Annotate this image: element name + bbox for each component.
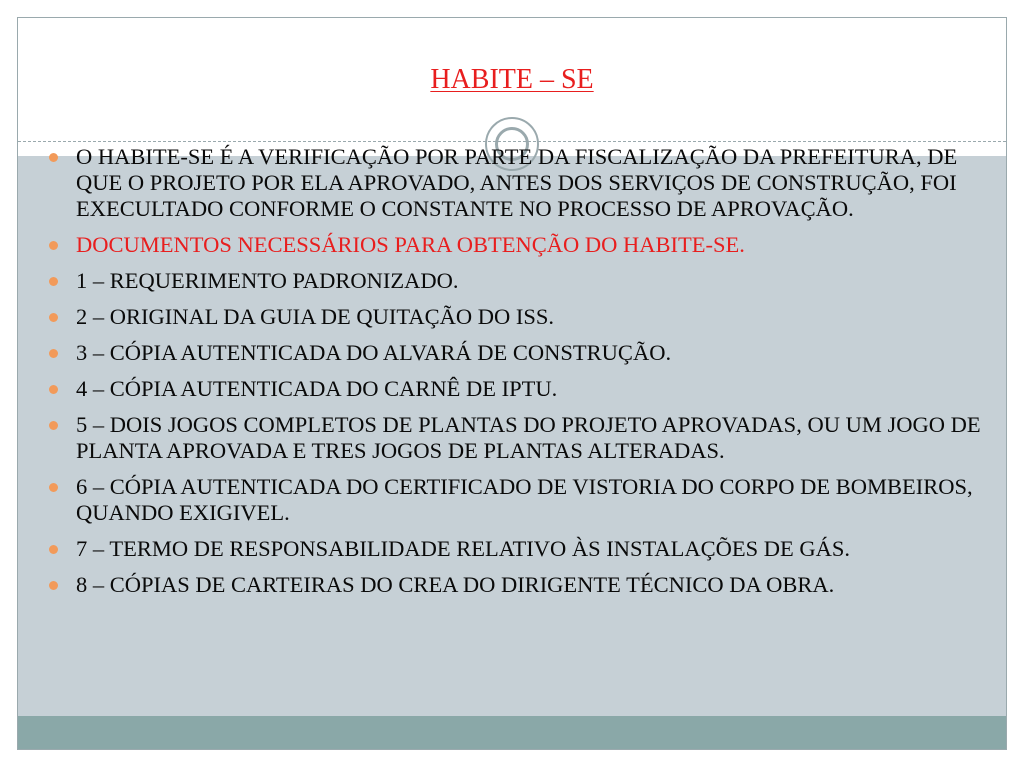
footer-band [18, 716, 1006, 750]
bullet-item-7 [46, 536, 991, 562]
bullet-text: 2 – ORIGINAL DA GUIA DE QUITAÇÃO DO ISS. [76, 304, 554, 329]
bullet-item-3 [46, 340, 991, 366]
bullet-text: 5 – DOIS JOGOS COMPLETOS DE PLANTAS DO PROJETO APROVADAS, OU UM JOGO DE PLANTA APROVADA E TRES JOGOS DE PLANTAS ALTERADAS. [76, 412, 981, 463]
bullet-text: 7 – TERMO DE RESPONSABILIDADE RELATIVO ÀS INSTALAÇÕES DE GÁS. [76, 536, 851, 561]
bullet-text: 1 – REQUERIMENTO PADRONIZADO. [76, 268, 459, 293]
bullet-dot-icon [49, 241, 58, 250]
bullet-item-2 [46, 304, 991, 330]
slide [17, 17, 1007, 750]
bullet-text: O HABITE-SE É A VERIFICAÇÃO POR PARTE DA FISCALIZAÇÃO DA PREFEITURA, DE QUE O PROJETO POR ELA APROVADO, ANTES DOS SERVIÇOS DE CONSTRUÇÃO, FOI EXECULTADO CONFORME O CONSTANTE NO PROCESSO DE APROVAÇÃO. [76, 144, 958, 221]
bullet-dot-icon [49, 313, 58, 322]
bullet-item-definition [46, 144, 991, 222]
bullet-text: 3 – CÓPIA AUTENTICADA DO ALVARÁ DE CONSTRUÇÃO. [76, 340, 672, 365]
bullet-item-6 [46, 474, 991, 526]
bullet-item-8 [46, 572, 991, 598]
bullet-text: DOCUMENTOS NECESSÁRIOS PARA OBTENÇÃO DO HABITE-SE. [76, 232, 745, 257]
bullet-dot-icon [49, 385, 58, 394]
bullet-text: 4 – CÓPIA AUTENTICADA DO CARNÊ DE IPTU. [76, 376, 558, 401]
bullet-item-1 [46, 268, 991, 294]
slide-content [46, 144, 991, 608]
slide-title: HABITE – SE [430, 64, 594, 95]
bullet-dot-icon [49, 545, 58, 554]
bullet-item-5 [46, 412, 991, 464]
bullet-text: 6 – CÓPIA AUTENTICADA DO CERTIFICADO DE VISTORIA DO CORPO DE BOMBEIROS, QUANDO EXIGIVEL. [76, 474, 973, 525]
bullet-item-4 [46, 376, 991, 402]
bullet-dot-icon [49, 421, 58, 430]
bullet-dot-icon [49, 153, 58, 162]
bullet-dot-icon [49, 277, 58, 286]
bullet-dot-icon [49, 349, 58, 358]
bullet-item-required-documents [46, 232, 991, 258]
bullet-dot-icon [49, 581, 58, 590]
bullet-dot-icon [49, 483, 58, 492]
bullet-list [46, 144, 991, 598]
bullet-text: 8 – CÓPIAS DE CARTEIRAS DO CREA DO DIRIGENTE TÉCNICO DA OBRA. [76, 572, 835, 597]
